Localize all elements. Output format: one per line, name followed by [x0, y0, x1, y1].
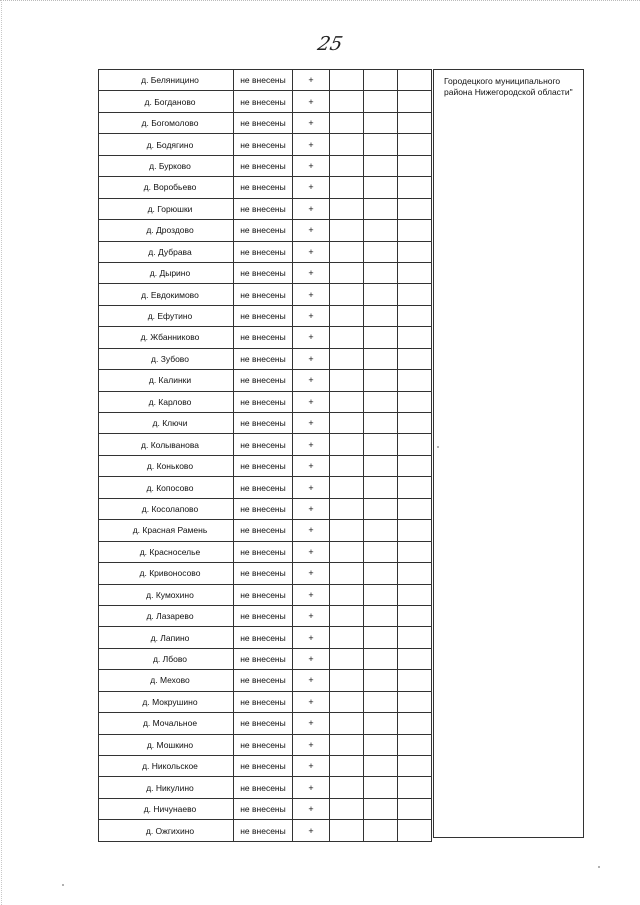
empty-cell [330, 327, 364, 348]
empty-cell [330, 112, 364, 133]
empty-cell [398, 70, 432, 91]
status-cell: не внесены [234, 391, 293, 412]
table-row [99, 670, 432, 691]
empty-cell [398, 370, 432, 391]
status-cell: не внесены [234, 648, 293, 669]
mark-cell: + [293, 112, 330, 133]
empty-cell [398, 520, 432, 541]
empty-cell [364, 820, 398, 841]
settlements-table [98, 69, 432, 842]
mark-cell: + [293, 284, 330, 305]
empty-cell [398, 155, 432, 176]
empty-cell [330, 756, 364, 777]
empty-cell [330, 498, 364, 519]
empty-cell [398, 777, 432, 798]
empty-cell [398, 605, 432, 626]
empty-cell [364, 241, 398, 262]
empty-cell [330, 70, 364, 91]
status-cell: не внесены [234, 70, 293, 91]
table-row [99, 284, 432, 305]
empty-cell [398, 541, 432, 562]
table-row [99, 541, 432, 562]
mark-cell: + [293, 820, 330, 841]
settlement-name-cell: д. Дырино [99, 262, 234, 283]
settlement-name-cell: д. Копосово [99, 477, 234, 498]
empty-cell [398, 262, 432, 283]
empty-cell [330, 413, 364, 434]
empty-cell [364, 91, 398, 112]
status-cell: не внесены [234, 112, 293, 133]
mark-cell: + [293, 413, 330, 434]
empty-cell [398, 670, 432, 691]
table-row [99, 477, 432, 498]
table-row [99, 520, 432, 541]
mark-cell: + [293, 691, 330, 712]
empty-cell [364, 305, 398, 326]
status-cell: не внесены [234, 605, 293, 626]
settlement-name-cell: д. Евдокимово [99, 284, 234, 305]
empty-cell [330, 627, 364, 648]
settlement-name-cell: д. Никулино [99, 777, 234, 798]
empty-cell [398, 627, 432, 648]
empty-cell [330, 284, 364, 305]
empty-cell [330, 541, 364, 562]
empty-cell [364, 455, 398, 476]
settlement-name-cell: д. Бодягино [99, 134, 234, 155]
status-cell: не внесены [234, 413, 293, 434]
table-row [99, 648, 432, 669]
mark-cell: + [293, 498, 330, 519]
scan-speck [598, 866, 600, 868]
table-row [99, 177, 432, 198]
table-row [99, 756, 432, 777]
mark-cell: + [293, 734, 330, 755]
status-cell: не внесены [234, 820, 293, 841]
settlement-name-cell: д. Красноселье [99, 541, 234, 562]
empty-cell [364, 648, 398, 669]
empty-cell [398, 648, 432, 669]
table-row [99, 112, 432, 133]
settlement-name-cell: д. Мехово [99, 670, 234, 691]
empty-cell [398, 327, 432, 348]
empty-cell [398, 498, 432, 519]
empty-cell [364, 155, 398, 176]
empty-cell [398, 691, 432, 712]
table-row [99, 734, 432, 755]
table-row [99, 820, 432, 841]
empty-cell [364, 284, 398, 305]
table-row [99, 691, 432, 712]
empty-cell [330, 477, 364, 498]
mark-cell: + [293, 262, 330, 283]
mark-cell: + [293, 70, 330, 91]
settlement-name-cell: д. Ничунаево [99, 798, 234, 819]
settlement-name-cell: д. Бурково [99, 155, 234, 176]
mark-cell: + [293, 455, 330, 476]
table-row [99, 777, 432, 798]
table-row [99, 91, 432, 112]
mark-cell: + [293, 777, 330, 798]
empty-cell [364, 327, 398, 348]
mark-cell: + [293, 155, 330, 176]
empty-cell [364, 605, 398, 626]
mark-cell: + [293, 241, 330, 262]
empty-cell [330, 670, 364, 691]
status-cell: не внесены [234, 777, 293, 798]
table-row [99, 370, 432, 391]
table-row [99, 391, 432, 412]
empty-cell [398, 756, 432, 777]
status-cell: не внесены [234, 691, 293, 712]
status-cell: не внесены [234, 434, 293, 455]
settlement-name-cell: д. Зубово [99, 348, 234, 369]
empty-cell [330, 734, 364, 755]
mark-cell: + [293, 563, 330, 584]
side-column [433, 69, 584, 838]
empty-cell [330, 777, 364, 798]
mark-cell: + [293, 391, 330, 412]
empty-cell [398, 112, 432, 133]
status-cell: не внесены [234, 477, 293, 498]
empty-cell [364, 477, 398, 498]
settlement-name-cell: д. Коньково [99, 455, 234, 476]
mark-cell: + [293, 220, 330, 241]
mark-cell: + [293, 348, 330, 369]
mark-cell: + [293, 327, 330, 348]
mark-cell: + [293, 198, 330, 219]
page-number: 25 [315, 33, 345, 55]
empty-cell [364, 112, 398, 133]
empty-cell [364, 541, 398, 562]
empty-cell [398, 434, 432, 455]
status-cell: не внесены [234, 348, 293, 369]
empty-cell [364, 713, 398, 734]
mark-cell: + [293, 605, 330, 626]
table-row [99, 563, 432, 584]
empty-cell [364, 434, 398, 455]
empty-cell [364, 498, 398, 519]
status-cell: не внесены [234, 563, 293, 584]
settlement-name-cell: д. Ожгихино [99, 820, 234, 841]
settlement-name-cell: д. Мочальное [99, 713, 234, 734]
settlement-name-cell: д. Карлово [99, 391, 234, 412]
scan-speck [437, 446, 439, 448]
mark-cell: + [293, 756, 330, 777]
mark-cell: + [293, 648, 330, 669]
settlement-name-cell: д. Ключи [99, 413, 234, 434]
empty-cell [330, 134, 364, 155]
status-cell: не внесены [234, 798, 293, 819]
mark-cell: + [293, 177, 330, 198]
empty-cell [330, 348, 364, 369]
empty-cell [330, 262, 364, 283]
empty-cell [330, 691, 364, 712]
table-row [99, 605, 432, 626]
empty-cell [364, 584, 398, 605]
status-cell: не внесены [234, 134, 293, 155]
status-cell: не внесены [234, 670, 293, 691]
settlement-name-cell: д. Колыванова [99, 434, 234, 455]
status-cell: не внесены [234, 220, 293, 241]
empty-cell [364, 70, 398, 91]
mark-cell: + [293, 520, 330, 541]
settlement-name-cell: д. Лапино [99, 627, 234, 648]
table-row [99, 498, 432, 519]
status-cell: не внесены [234, 756, 293, 777]
settlement-name-cell: д. Лбово [99, 648, 234, 669]
status-cell: не внесены [234, 198, 293, 219]
empty-cell [330, 713, 364, 734]
empty-cell [330, 391, 364, 412]
empty-cell [398, 241, 432, 262]
empty-cell [330, 455, 364, 476]
empty-cell [330, 584, 364, 605]
empty-cell [398, 413, 432, 434]
settlement-name-cell: д. Горюшки [99, 198, 234, 219]
mark-cell: + [293, 91, 330, 112]
settlement-name-cell: д. Кумохино [99, 584, 234, 605]
empty-cell [330, 91, 364, 112]
empty-cell [364, 134, 398, 155]
empty-cell [398, 91, 432, 112]
table-row [99, 348, 432, 369]
table-row [99, 413, 432, 434]
settlement-name-cell: д. Богданово [99, 91, 234, 112]
scan-top-edge [0, 0, 640, 1]
empty-cell [364, 198, 398, 219]
empty-cell [398, 177, 432, 198]
settlement-name-cell: д. Беляницино [99, 70, 234, 91]
mark-cell: + [293, 134, 330, 155]
mark-cell: + [293, 798, 330, 819]
empty-cell [330, 434, 364, 455]
table-row [99, 134, 432, 155]
empty-cell [330, 820, 364, 841]
status-cell: не внесены [234, 327, 293, 348]
status-cell: не внесены [234, 455, 293, 476]
settlement-name-cell: д. Дубрава [99, 241, 234, 262]
empty-cell [364, 370, 398, 391]
settlement-name-cell: д. Богомолово [99, 112, 234, 133]
mark-cell: + [293, 670, 330, 691]
settlement-name-cell: д. Лазарево [99, 605, 234, 626]
empty-cell [364, 670, 398, 691]
table-row [99, 241, 432, 262]
empty-cell [364, 520, 398, 541]
scan-speck [62, 884, 64, 886]
status-cell: не внесены [234, 520, 293, 541]
empty-cell [364, 177, 398, 198]
empty-cell [398, 820, 432, 841]
scan-left-edge [1, 0, 2, 905]
empty-cell [398, 134, 432, 155]
empty-cell [364, 413, 398, 434]
status-cell: не внесены [234, 284, 293, 305]
empty-cell [330, 155, 364, 176]
settlement-name-cell: д. Жбанниково [99, 327, 234, 348]
table-row [99, 627, 432, 648]
table-row [99, 220, 432, 241]
empty-cell [330, 798, 364, 819]
status-cell: не внесены [234, 713, 293, 734]
status-cell: не внесены [234, 541, 293, 562]
status-cell: не внесены [234, 155, 293, 176]
empty-cell [364, 220, 398, 241]
mark-cell: + [293, 584, 330, 605]
empty-cell [398, 477, 432, 498]
empty-cell [330, 241, 364, 262]
empty-cell [398, 305, 432, 326]
empty-cell [398, 198, 432, 219]
empty-cell [398, 284, 432, 305]
table-row [99, 455, 432, 476]
settlement-name-cell: д. Воробьево [99, 177, 234, 198]
empty-cell [364, 734, 398, 755]
status-cell: не внесены [234, 370, 293, 391]
empty-cell [330, 220, 364, 241]
table-row [99, 584, 432, 605]
mark-cell: + [293, 541, 330, 562]
table-row [99, 198, 432, 219]
table-row [99, 798, 432, 819]
empty-cell [330, 563, 364, 584]
status-cell: не внесены [234, 177, 293, 198]
mark-cell: + [293, 713, 330, 734]
status-cell: не внесены [234, 734, 293, 755]
table-row [99, 305, 432, 326]
empty-cell [330, 177, 364, 198]
empty-cell [330, 605, 364, 626]
side-note: Городецкого муниципального района Нижегородской области" [444, 76, 573, 97]
status-cell: не внесены [234, 627, 293, 648]
status-cell: не внесены [234, 91, 293, 112]
empty-cell [330, 520, 364, 541]
settlement-name-cell: д. Косолапово [99, 498, 234, 519]
mark-cell: + [293, 627, 330, 648]
empty-cell [398, 455, 432, 476]
empty-cell [398, 563, 432, 584]
empty-cell [330, 198, 364, 219]
table-row [99, 70, 432, 91]
empty-cell [364, 627, 398, 648]
table-row [99, 262, 432, 283]
empty-cell [364, 777, 398, 798]
status-cell: не внесены [234, 241, 293, 262]
settlement-name-cell: д. Никольское [99, 756, 234, 777]
empty-cell [364, 262, 398, 283]
settlement-name-cell: д. Мокрушино [99, 691, 234, 712]
settlement-name-cell: д. Кривоносово [99, 563, 234, 584]
mark-cell: + [293, 434, 330, 455]
settlement-name-cell: д. Дроздово [99, 220, 234, 241]
empty-cell [330, 648, 364, 669]
mark-cell: + [293, 370, 330, 391]
empty-cell [364, 691, 398, 712]
empty-cell [364, 348, 398, 369]
empty-cell [398, 391, 432, 412]
settlement-name-cell: д. Калинки [99, 370, 234, 391]
status-cell: не внесены [234, 262, 293, 283]
empty-cell [364, 391, 398, 412]
empty-cell [398, 220, 432, 241]
settlement-name-cell: д. Ефутино [99, 305, 234, 326]
empty-cell [398, 348, 432, 369]
status-cell: не внесены [234, 584, 293, 605]
mark-cell: + [293, 305, 330, 326]
table-row [99, 713, 432, 734]
table-row [99, 155, 432, 176]
mark-cell: + [293, 477, 330, 498]
status-cell: не внесены [234, 305, 293, 326]
table-row [99, 434, 432, 455]
empty-cell [330, 305, 364, 326]
empty-cell [398, 734, 432, 755]
settlements-table-body [99, 70, 432, 842]
settlement-name-cell: д. Мошкино [99, 734, 234, 755]
empty-cell [398, 713, 432, 734]
empty-cell [364, 798, 398, 819]
empty-cell [398, 798, 432, 819]
empty-cell [364, 563, 398, 584]
table-row [99, 327, 432, 348]
empty-cell [330, 370, 364, 391]
status-cell: не внесены [234, 498, 293, 519]
empty-cell [398, 584, 432, 605]
settlement-name-cell: д. Красная Рамень [99, 520, 234, 541]
empty-cell [364, 756, 398, 777]
